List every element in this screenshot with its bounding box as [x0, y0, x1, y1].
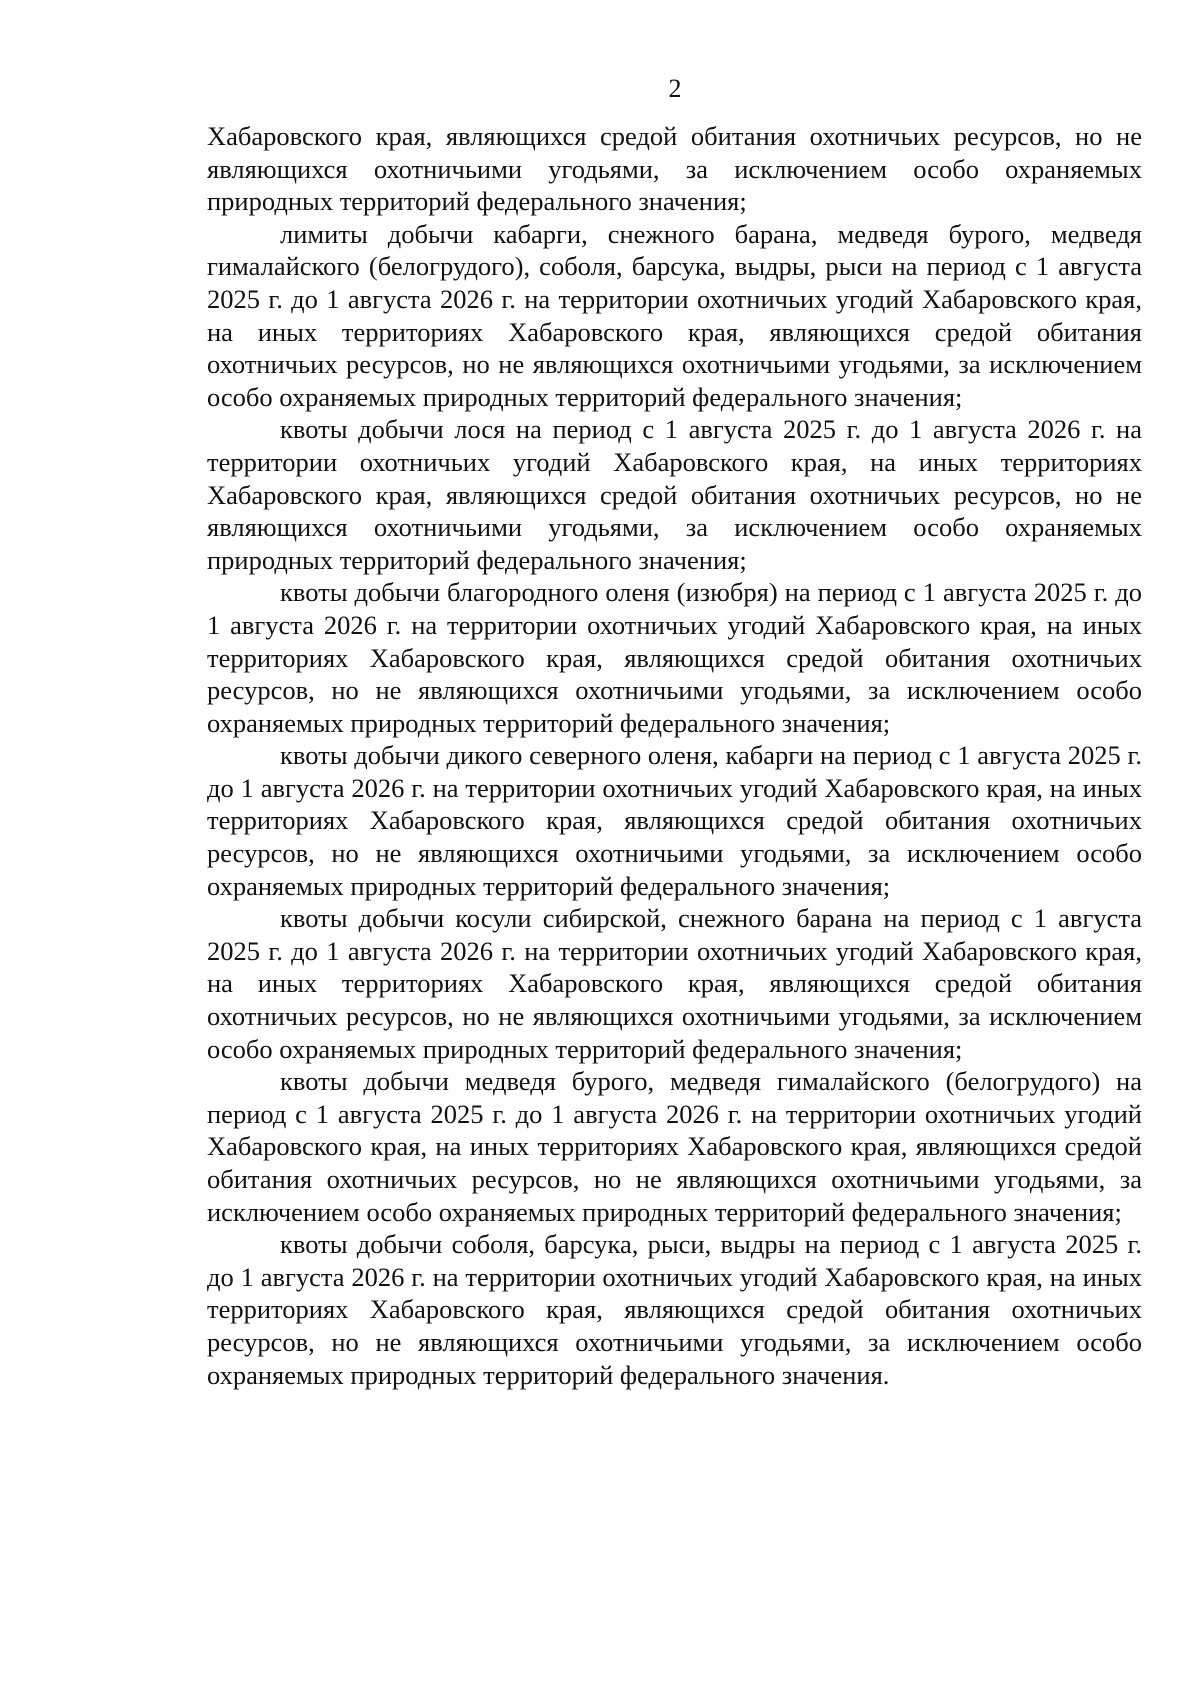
- paragraph: Хабаровского края, являющихся средой обитания охотничьих ресурсов, но не являющихся охотничьими угодьями, за исключением особо охраняемых природных территорий федерального значения;: [207, 121, 1142, 217]
- page-number: 2: [668, 74, 682, 103]
- paragraph: квоты добычи лося на период с 1 августа 2025 г. до 1 августа 2026 г. на территории охотничьих угодий Хабаровского края, на иных территориях Хабаровского края, являющихся средой обитания охотничьих ресурсов, но не являющихся охотничьими угодьями, за исключением особо охраняемых природных территорий федерального значения;: [207, 414, 1142, 575]
- paragraph: квоты добычи благородного оленя (изюбря) на период с 1 августа 2025 г. до 1 августа 2026 г. на территории охотничьих угодий Хабаровского края, на иных территориях Хабаровского края, являющихся средой обитания охотничьих ресурсов, но не являющихся охотничьими угодьями, за исключением особо охраняемых природных территорий федерального значения;: [207, 577, 1142, 738]
- paragraph: лимиты добычи кабарги, снежного барана, медведя бурого, медведя гималайского (белогрудого), соболя, барсука, выдры, рыси на период с 1 августа 2025 г. до 1 августа 2026 г. на территории охотничьих угодий Хабаровского края, на иных территориях Хабаровского края, являющихся средой обитания охотничьих ресурсов, но не являющихся охотничьими угодьями, за исключением особо охраняемых природных территорий федерального значения;: [207, 218, 1142, 412]
- paragraph: квоты добычи дикого северного оленя, кабарги на период с 1 августа 2025 г. до 1 августа 2026 г. на территории охотничьих угодий Хабаровского края, на иных территориях Хабаровского края, являющихся средой обитания охотничьих ресурсов, но не являющихся охотничьими угодьями, за исключением особо охраняемых природных территорий федерального значения;: [207, 740, 1142, 901]
- paragraph: квоты добычи медведя бурого, медведя гималайского (белогрудого) на период с 1 августа 2025 г. до 1 августа 2026 г. на территории охотничьих угодий Хабаровского края, на иных территориях Хабаровского края, являющихся средой обитания охотничьих ресурсов, но не являющихся охотничьими угодьями, за исключением особо охраняемых природных территорий федерального значения;: [207, 1066, 1142, 1227]
- document-body: [207, 120, 1142, 1391]
- paragraph: квоты добычи косули сибирской, снежного барана на период с 1 августа 2025 г. до 1 августа 2026 г. на территории охотничьих угодий Хабаровского края, на иных территориях Хабаровского края, являющихся средой обитания охотничьих ресурсов, но не являющихся охотничьими угодьями, за исключением особо охраняемых природных территорий федерального значения;: [207, 903, 1142, 1064]
- paragraph: квоты добычи соболя, барсука, рыси, выдры на период с 1 августа 2025 г. до 1 августа 2026 г. на территории охотничьих угодий Хабаровского края, на иных территориях Хабаровского края, являющихся средой обитания охотничьих ресурсов, но не являющихся охотничьими угодьями, за исключением особо охраняемых природных территорий федерального значения.: [207, 1229, 1142, 1390]
